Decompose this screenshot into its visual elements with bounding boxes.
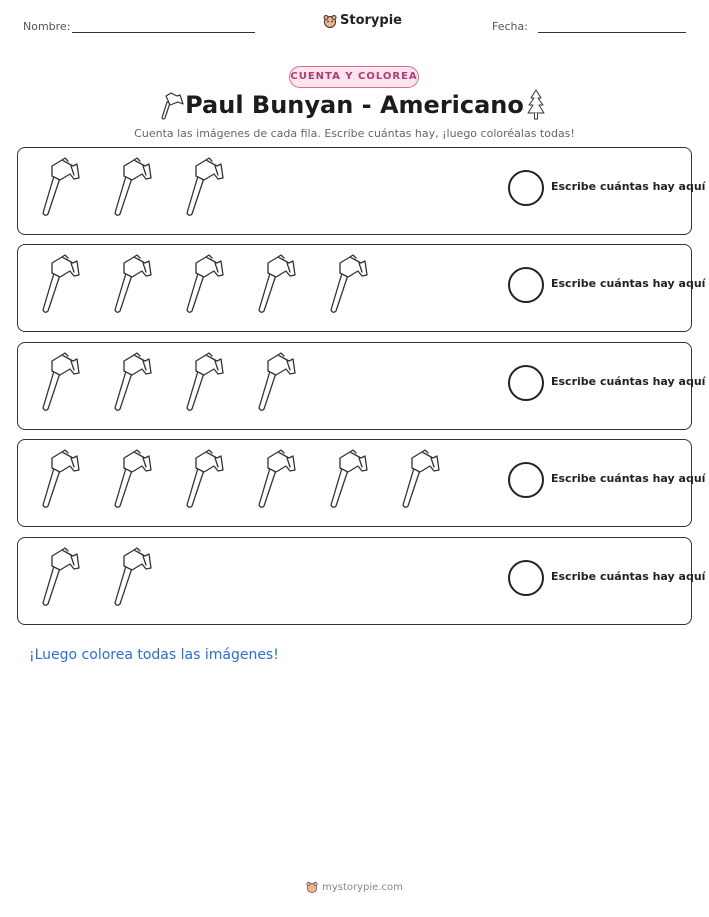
answer-label: Escribe cuántas hay aquí [551,570,706,583]
brand-logo [323,13,402,28]
axe-icon[interactable] [38,546,84,612]
answer-label: Escribe cuántas hay aquí [551,277,706,290]
axe-icon[interactable] [110,351,156,417]
count-row [17,147,706,235]
count-row [17,439,706,527]
name-label: Nombre: [23,20,71,33]
instructions: Cuenta las imágenes de cada fila. Escribe cuántas hay, ¡luego coloréalas todas! [134,127,575,140]
axe-icon[interactable] [110,546,156,612]
axe-icon[interactable] [110,156,156,222]
axe-icon[interactable] [38,253,84,319]
axe-icon[interactable] [182,351,228,417]
count-row [17,537,706,625]
storypie-logo-icon [323,14,337,28]
answer-circle[interactable] [508,170,544,206]
axe-icon[interactable] [38,351,84,417]
coloring-note: ¡Luego colorea todas las imágenes! [29,647,279,663]
answer-label: Escribe cuántas hay aquí [551,375,706,388]
axe-icon[interactable] [182,253,228,319]
axe-icon[interactable] [326,448,372,514]
count-row [17,244,706,332]
date-label: Fecha: [492,20,528,33]
axe-icon[interactable] [38,156,84,222]
footer [0,881,709,893]
answer-circle[interactable] [508,365,544,401]
axe-icon[interactable] [254,448,300,514]
activity-badge: CUENTA Y COLOREA [289,66,419,88]
axe-group [38,253,372,319]
footer-url[interactable]: mystorypie.com [322,881,403,893]
axe-group [38,351,300,417]
answer-circle[interactable] [508,267,544,303]
answer-label: Escribe cuántas hay aquí [551,472,706,485]
axe-icon[interactable] [182,156,228,222]
axe-icon[interactable] [182,448,228,514]
axe-icon[interactable] [326,253,372,319]
answer-label: Escribe cuántas hay aquí [551,180,706,193]
axe-group [38,156,228,222]
answer-circle[interactable] [508,462,544,498]
answer-circle[interactable] [508,560,544,596]
storypie-logo-icon [306,881,318,893]
name-line[interactable] [72,32,255,33]
date-line[interactable] [538,32,686,33]
axe-icon[interactable] [254,253,300,319]
brand-name: Storypie [340,13,402,28]
axe-group [38,448,444,514]
axe-icon[interactable] [110,253,156,319]
axe-icon[interactable] [254,351,300,417]
page-title: Paul Bunyan - Americano [185,91,524,119]
count-row [17,342,706,430]
axe-icon[interactable] [38,448,84,514]
axe-icon[interactable] [398,448,444,514]
axe-group [38,546,156,612]
axe-icon[interactable] [110,448,156,514]
pine-tree-icon [525,88,547,122]
